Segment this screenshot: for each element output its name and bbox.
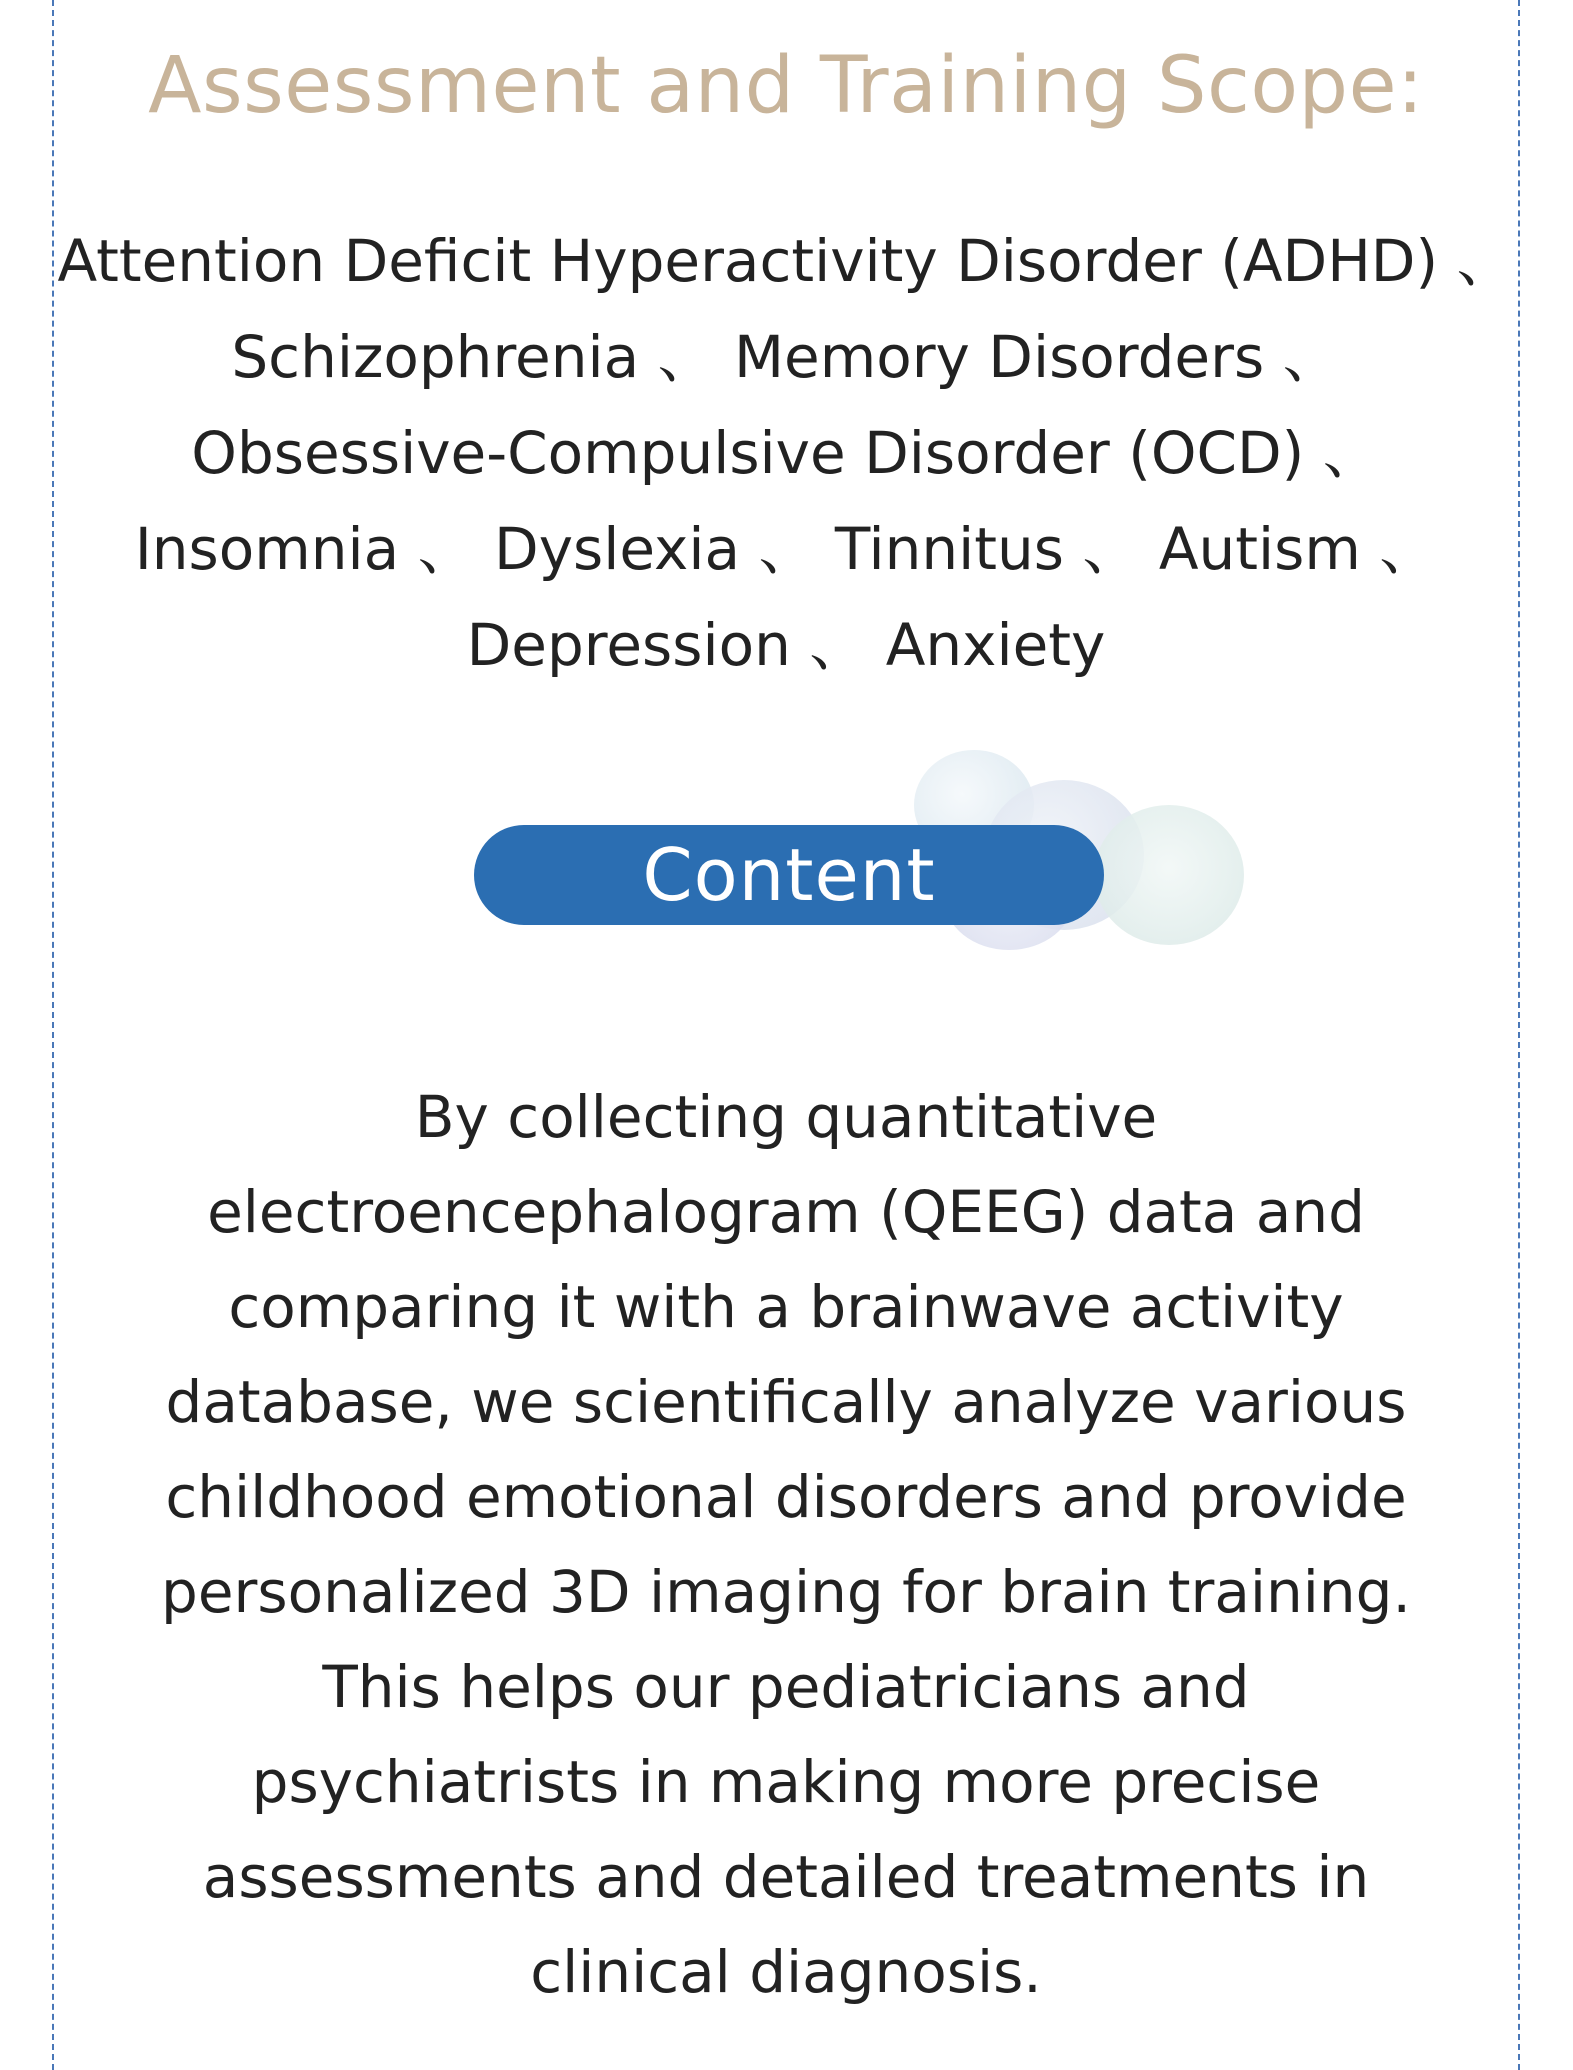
description-line: personalized 3D imaging for brain training. (161, 1558, 1411, 1626)
description-line: comparing it with a brainwave activity (228, 1273, 1344, 1341)
scope-line: Schizophrenia 、 Memory Disorders 、 (231, 323, 1341, 391)
cloud-decoration (1094, 805, 1244, 945)
description-paragraph (54, 1070, 1518, 2020)
scope-list (54, 213, 1518, 693)
description-line: psychiatrists in making more precise (251, 1748, 1321, 1816)
scope-line: Obsessive-Compulsive Disorder (OCD) 、 (191, 419, 1381, 487)
content-badge: Content (474, 825, 1104, 925)
description-line: clinical diagnosis. (530, 1938, 1042, 2006)
scope-line: Attention Deficit Hyperactivity Disorder (ADHD) 、 (57, 227, 1515, 295)
description-line: electroencephalogram (QEEG) data and (207, 1178, 1365, 1246)
scope-title: Assessment and Training Scope: (148, 41, 1424, 131)
description-line: This helps our pediatricians and (322, 1653, 1250, 1721)
description-line: database, we scientifically analyze various (165, 1368, 1407, 1436)
description-line: childhood emotional disorders and provide (165, 1463, 1407, 1531)
scope-line: Insomnia 、 Dyslexia 、 Tinnitus 、 Autism 、 (134, 515, 1438, 583)
description-line: assessments and detailed treatments in (202, 1843, 1370, 1911)
description-line: By collecting quantitative (414, 1083, 1158, 1151)
content-heading-area (474, 750, 1274, 960)
scope-line: Depression 、 Anxiety (466, 611, 1106, 679)
page (54, 0, 1518, 2048)
